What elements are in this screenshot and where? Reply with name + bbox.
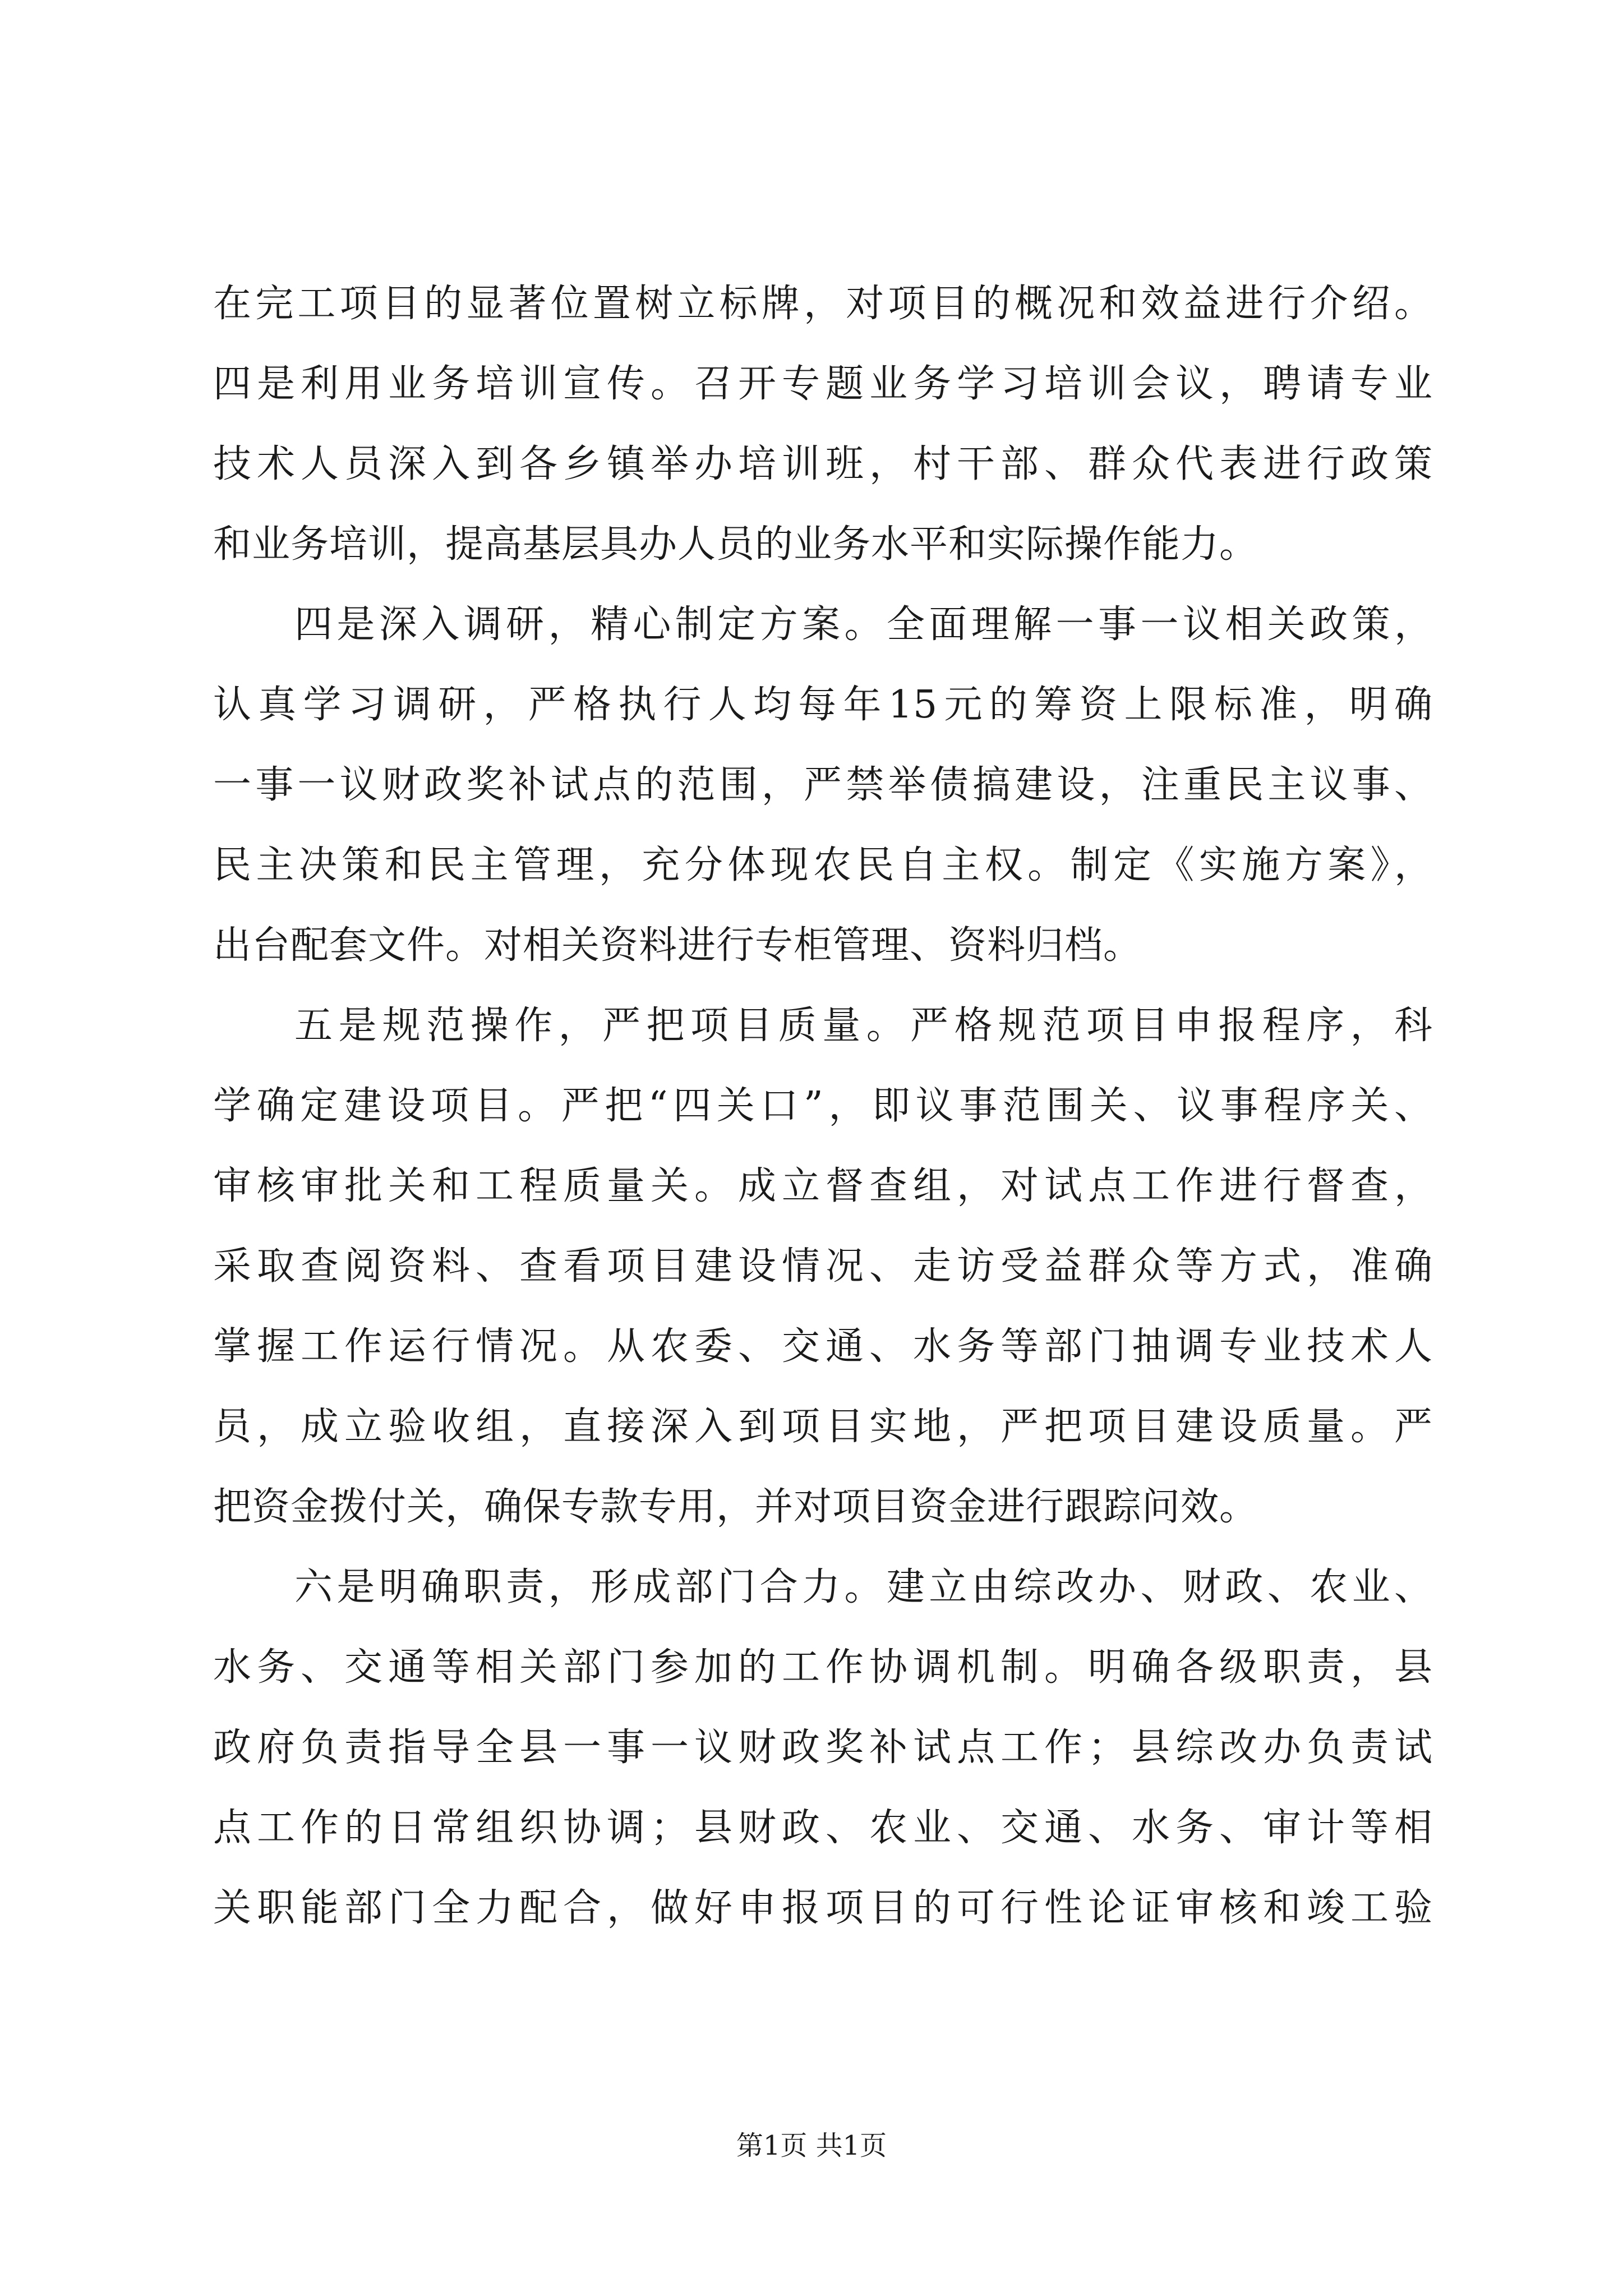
text-line: 在完工项目的显著位置树立标牌，对项目的概况和效益进行介绍。 <box>213 282 1433 326</box>
text-line: 审核审批关和工程质量关。成立督查组，对试点工作进行督查， <box>213 1164 1433 1208</box>
text-line: 员，成立验收组，直接深入到项目实地，严把项目建设质量。严 <box>213 1405 1433 1449</box>
paragraph-first-line: 六是明确职责，形成部门合力。建立由综改办、财政、农业、 <box>294 1565 1433 1609</box>
text-line: 认真学习调研，严格执行人均每年15元的筹资上限标准，明确 <box>213 683 1433 727</box>
text-line: 四是利用业务培训宣传。召开专题业务学习培训会议，聘请专业 <box>213 362 1433 406</box>
paragraph-first-line: 五是规范操作，严把项目质量。严格规范项目申报程序，科 <box>294 1004 1433 1048</box>
text-line: 掌握工作运行情况。从农委、交通、水务等部门抽调专业技术人 <box>213 1324 1433 1369</box>
text-line: 技术人员深入到各乡镇举办培训班，村干部、群众代表进行政策 <box>213 442 1433 486</box>
body-text <box>213 264 1433 1948</box>
text-line: 学确定建设项目。严把“四关口”，即议事范围关、议事程序关、 <box>213 1084 1433 1128</box>
text-line: 关职能部门全力配合，做好申报项目的可行性论证审核和竣工验 <box>213 1886 1433 1930</box>
text-line: 出台配套文件。对相关资料进行专柜管理、资料归档。 <box>213 923 1142 968</box>
text-line: 一事一议财政奖补试点的范围，严禁举债搞建设，注重民主议事、 <box>213 763 1433 807</box>
text-line: 采取查阅资料、查看项目建设情况、走访受益群众等方式，准确 <box>213 1244 1433 1289</box>
text-line: 水务、交通等相关部门参加的工作协调机制。明确各级职责，县 <box>213 1645 1433 1690</box>
paragraph-first-line: 四是深入调研，精心制定方案。全面理解一事一议相关政策， <box>294 602 1433 647</box>
page-footer: 第1页 共1页 <box>736 2130 887 2161</box>
text-line: 把资金拨付关，确保专款专用，并对项目资金进行跟踪问效。 <box>213 1485 1258 1529</box>
text-line: 政府负责指导全县一事一议财政奖补试点工作；县综改办负责试 <box>213 1726 1433 1770</box>
text-line: 和业务培训，提高基层具办人员的业务水平和实际操作能力。 <box>213 522 1258 567</box>
text-line: 民主决策和民主管理，充分体现农民自主权。制定《实施方案》， <box>213 843 1433 887</box>
text-line: 点工作的日常组织协调；县财政、农业、交通、水务、审计等相 <box>213 1806 1433 1850</box>
